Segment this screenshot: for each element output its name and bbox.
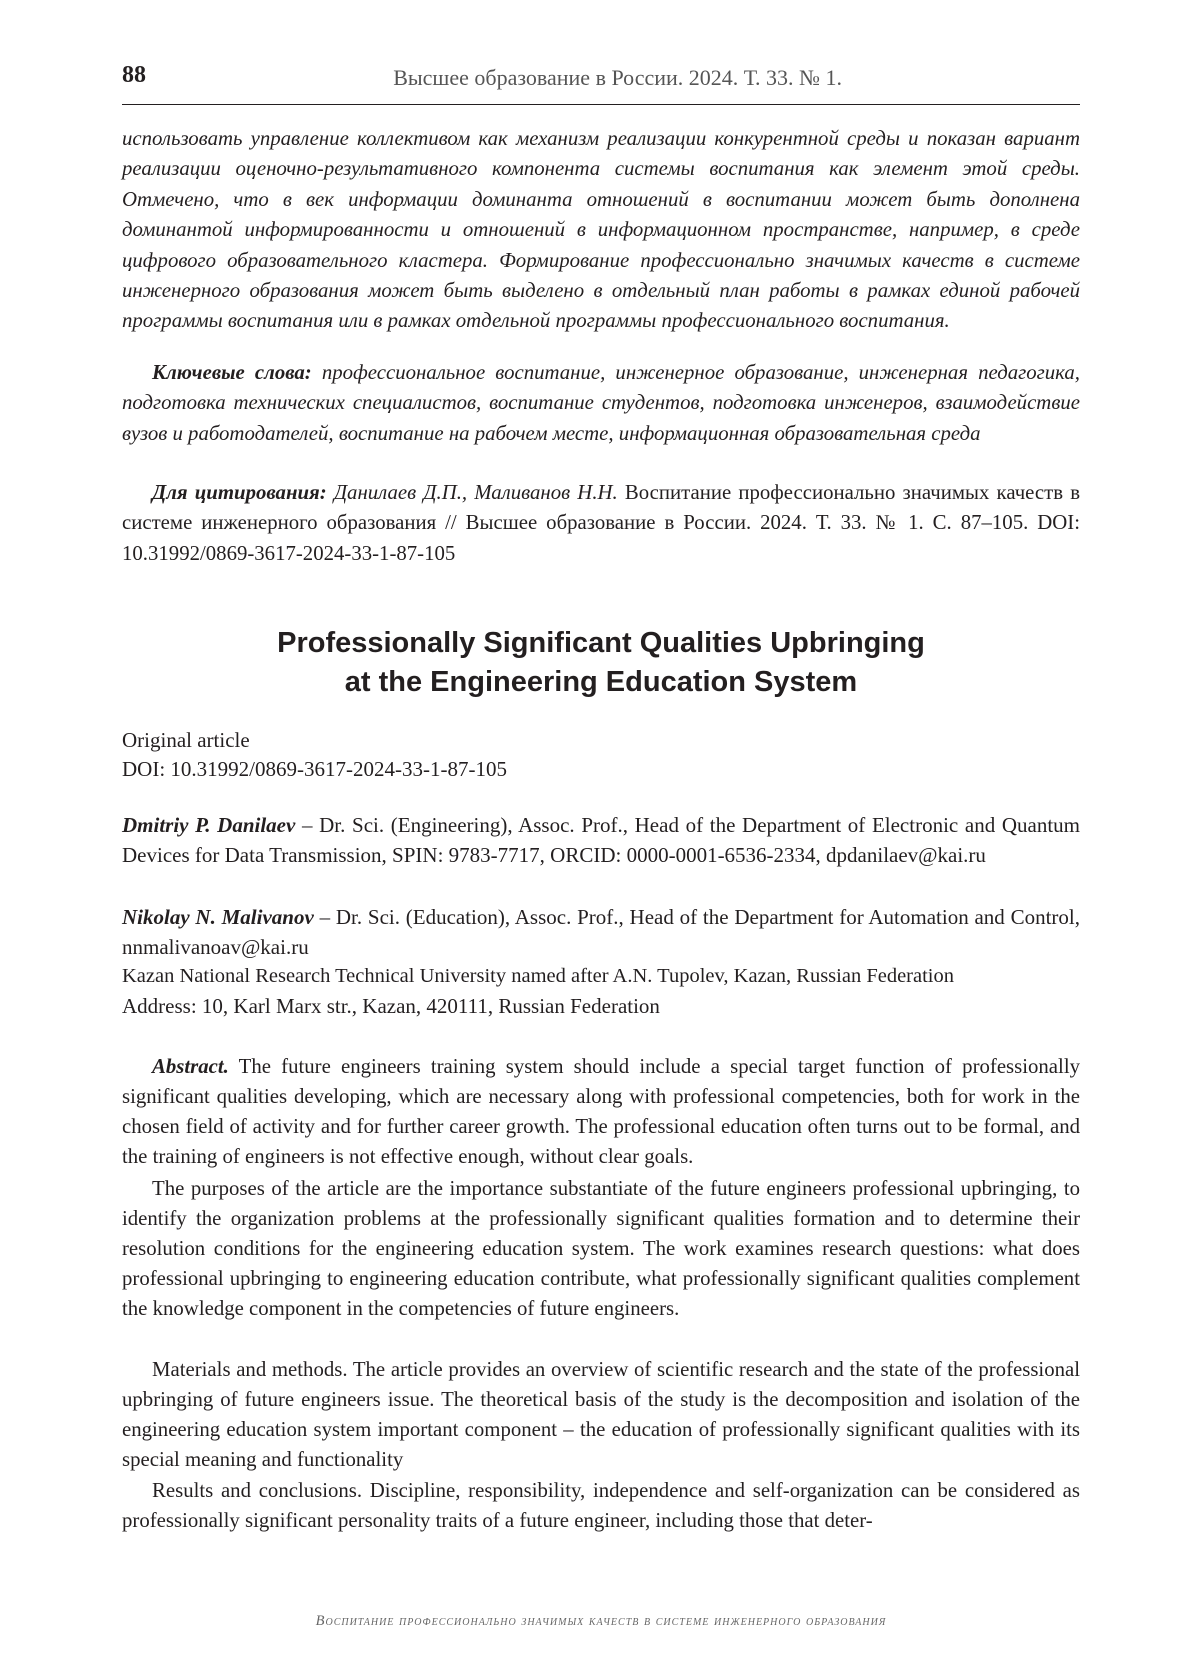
abstract-en-p1 (122, 1052, 1080, 1172)
title-line-1: Professionally Significant Qualities Upbringing (277, 627, 925, 659)
abstract-en-p3: Materials and methods. The article provides an overview of scientific research and the state of the professional upbringing of future engineers issue. The theoretical basis of the study is the decomposition and isolation of the engineering education system important component – the education of professionally significant qualities with its special meaning and functionality (122, 1358, 1080, 1471)
affiliation: Kazan National Research Technical University named after A.N. Tupolev, Kazan, Russian Federation (122, 965, 954, 987)
keywords-label: Ключевые слова: (152, 361, 312, 384)
running-footer: Воспитание профессионально значимых качеств в системе инженерного образования (315, 1613, 887, 1629)
ru-abstract-tail: использовать управление коллективом как механизм реализации конкурентной среды и показан вариант реализации оценочно-результативного компонента системы воспитания как элемент этой среды. Отмечено, что в век информации доминанта отношений в воспитании может быть дополнена доминантой информированности и отношений в информационном пространстве, например, в среде цифрового образовательного кластера. Формирование профессионально значимых качеств в системе инженерного образования может быть выделено в отдельный план работы в рамках единой рабочей программы воспитания или в рамках отдельной программы профессионального воспитания. (122, 127, 1080, 333)
author-2-name: Nikolay N. Malivanov (122, 905, 314, 929)
keywords-text: профессиональное воспитание, инженерное образование, инженерная педагогика, подготовка технических специалистов, воспитание студентов, подготовка инженеров, взаимодействие вузов и работодателей, воспитание на рабочем месте, информационная образовательная среда (122, 361, 1080, 445)
title-line-2: at the Engineering Education System (344, 666, 858, 698)
article-doi: DOI: 10.31992/0869-3617-2024-33-1-87-105 (122, 757, 507, 781)
abstract-en-p2: The purposes of the article are the importance substantiate of the future engineers professional upbringing, to identify the organization problems at the professionally significant qualities formation and to determine their resolution conditions for the engineering education system. The work examines research questions: what does professional upbringing to engineering education contribute, what professionally significant qualities complement the knowledge component in the competencies of future engineers. (122, 1177, 1080, 1320)
page-number: 88 (122, 62, 146, 88)
citation-authors: Данилаев Д.П., Маливанов Н.Н. (326, 481, 618, 504)
abstract-label: Abstract. (152, 1055, 229, 1078)
author-2 (122, 902, 1080, 962)
citation-text: Воспитание профессионально значимых качеств в системе инженерного образования // Высшее образование в России. 2024. Т. 33. № 1. С. 87–105. DOI: 10.31992/0869-3617-2024-33-1-87-105 (122, 481, 1081, 565)
keywords-ru (122, 358, 1080, 449)
author-2-details: – Dr. Sci. (Education), Assoc. Prof., Head of the Department for Automation and Control, nnmalivanoav@kai.ru (122, 905, 1080, 959)
article-type: Original article (122, 728, 250, 752)
article-title-en (122, 624, 1080, 702)
journal-title: Высшее образование в России. 2024. Т. 33. № 1. (393, 65, 842, 90)
running-header (122, 58, 1080, 105)
address: Address: 10, Karl Marx str., Kazan, 420111, Russian Federation (122, 994, 660, 1018)
author-1-details: – Dr. Sci. (Engineering), Assoc. Prof., Head of the Department of Electronic and Quantum Devices for Data Transmission, SPIN: 9783-7717, ORCID: 0000-0001-6536-2334, dpdanilaev@kai.ru (122, 813, 1080, 867)
abstract-p1-text: The future engineers training system should include a special target function of professionally significant qualities developing, which are necessary along with professional competencies, both for work in the chosen field of activity and for further career growth. The professional education often turns out to be formal, and the training of engineers is not effective enough, without clear goals. (122, 1055, 1080, 1168)
author-1 (122, 810, 1080, 870)
citation-label: Для цитирования: (152, 481, 327, 504)
citation-ru (122, 478, 1080, 569)
author-1-name: Dmitriy P. Danilaev (122, 813, 296, 837)
abstract-en-p4: Results and conclusions. Discipline, responsibility, independence and self-organization can be considered as professionally significant personality traits of a future engineer, including those that deter- (122, 1479, 1080, 1532)
